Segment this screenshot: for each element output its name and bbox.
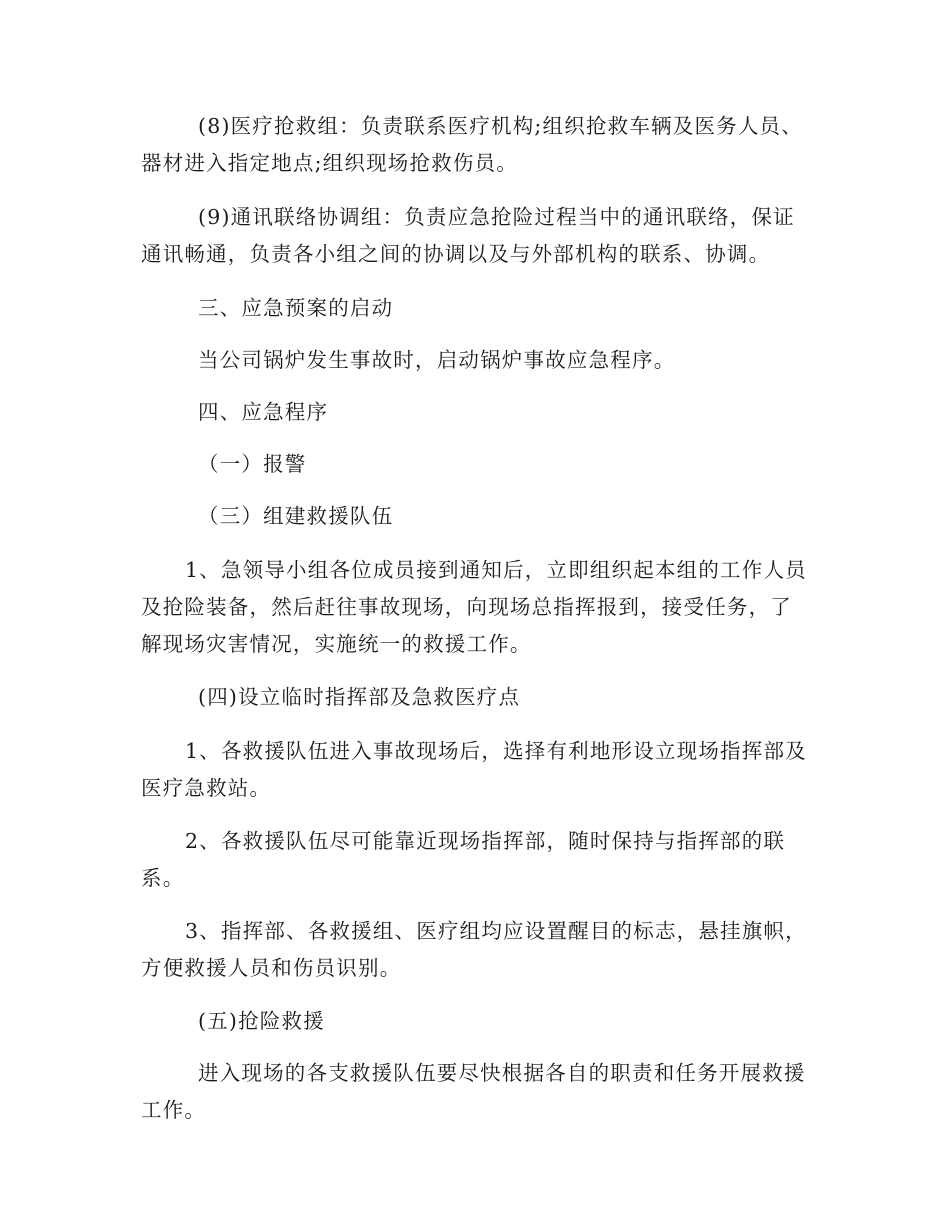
section-heading: 四、应急程序 [198,400,329,424]
subsection-heading: (五)抢险救援 [198,1009,325,1033]
text-line: 通讯畅通，负责各小组之间的协调以及与外部机构的联系、协调。 [141,242,771,266]
text-line: 1、急领导小组各位成员接到通知后，立即组织起本组的工作人员 [185,558,807,582]
text-line: 工作。 [141,1098,207,1122]
text-line: 医疗急救站。 [141,776,272,800]
text-line: 及抢险装备，然后赶往事故现场，向现场总指挥报到，接受任务，了 [141,595,792,619]
text-line: 当公司锅炉发生事故时，启动锅炉事故应急程序。 [198,348,676,372]
section-heading: 三、应急预案的启动 [198,296,394,320]
text-line: 1、各救援队伍进入事故现场后，选择有利地形设立现场指挥部及 [185,739,807,763]
text-line: 3、指挥部、各救援组、医疗组均应设置醒目的标志，悬挂旗帜， [185,919,807,943]
text-line: (9)通讯联络协调组：负责应急抢险过程当中的通讯联络，保证 [198,205,795,229]
text-line: 解现场灾害情况，实施统一的救援工作。 [141,632,532,656]
text-line: (8)医疗抢救组：负责联系医疗机构;组织抢救车辆及医务人员、 [198,114,803,138]
text-line: 进入现场的各支救援队伍要尽快根据各自的职责和任务开展救援 [198,1061,806,1085]
text-line: 器材进入指定地点;组织现场抢救伤员。 [141,151,519,175]
text-line: 2、各救援队伍尽可能靠近现场指挥部，随时保持与指挥部的联 [185,829,786,853]
subsection-heading: （一）报警 [198,452,307,476]
text-line: 方便救援人员和伤员识别。 [141,956,402,980]
subsection-heading: (四)设立临时指挥部及急救医疗点 [198,685,521,709]
text-line: 系。 [141,866,185,890]
subsection-heading: （三）组建救援队伍 [198,504,394,528]
